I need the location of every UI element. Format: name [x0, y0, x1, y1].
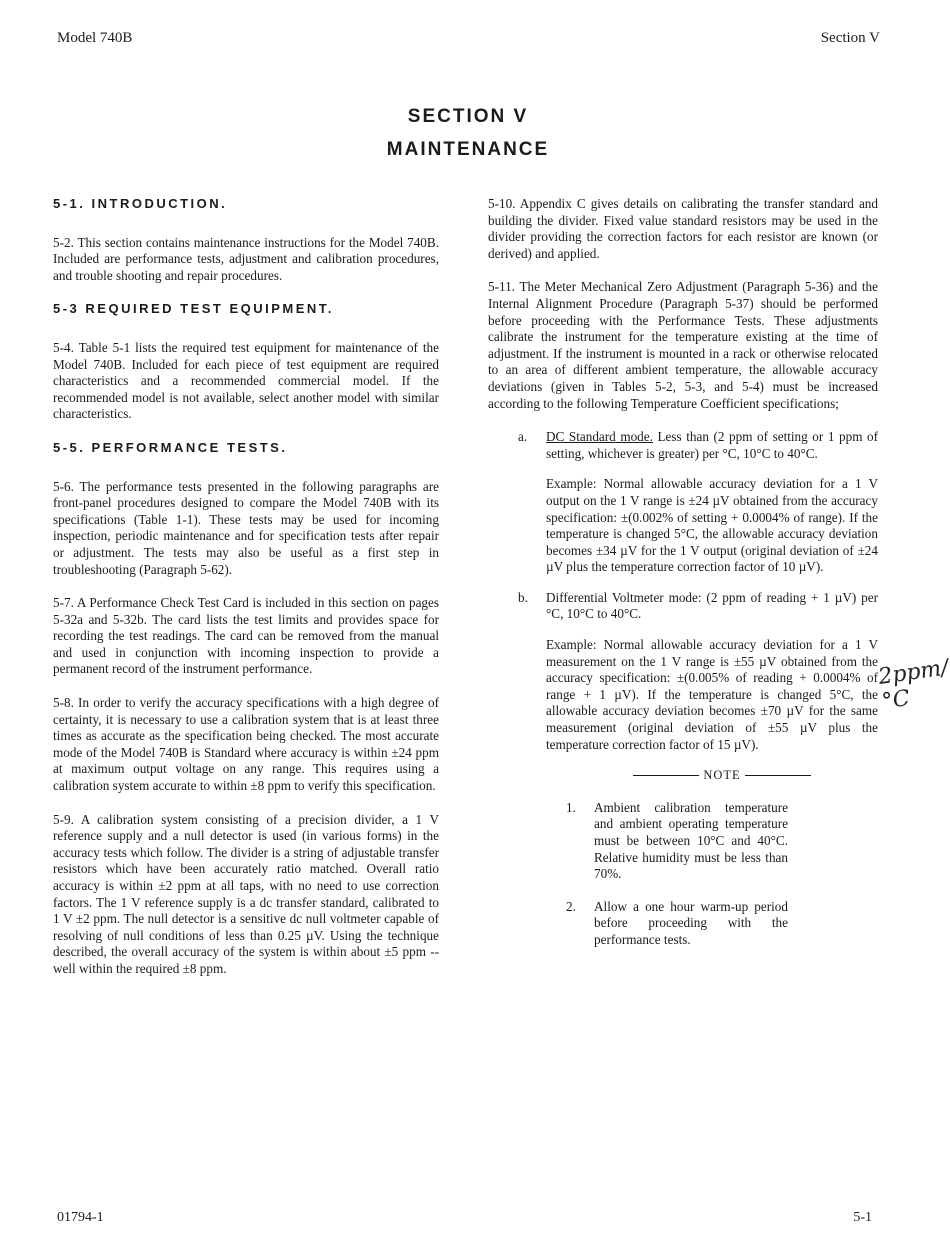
- heading-performance-tests: 5-5. PERFORMANCE TESTS.: [53, 439, 288, 455]
- paragraph-5-2: 5-2. This section contains maintenance instructions for the Model 740B. Included are performance tests, adjustment and calibration procedures, and trouble shooting and repair procedures.: [53, 234, 439, 283]
- paragraph-5-11: 5-11. The Meter Mechanical Zero Adjustment (Paragraph 5-36) and the Internal Alignment Procedure (Paragraph 5-37) should be performed before proceeding with the Performance Tests. These adjustments calibrate the instrument for the temperature existing at the time of adjustment. If the instrument is mounted in a rack or otherwise relocated to an area of different ambient temperature, the allowable accuracy deviations (given in Tables 5-2, 5-3, and 5-4) must be increased according to the following Temperature Coefficient specifications;: [488, 279, 878, 411]
- header-section: Section V: [820, 30, 880, 46]
- paragraph-5-4: 5-4. Table 5-1 lists the required test equipment for maintenance of the Model 740B. Included for each piece of test equipment are required characteristics and a recommended commercial model. If the recommended model is not available, select another model with similar characteristics.: [53, 339, 439, 422]
- paragraph-5-10: 5-10. Appendix C gives details on calibrating the transfer standard and building the divider. Fixed value standard resistors may be used in the divider providing the correction factors for each resistor are known (or derived) and applied.: [488, 196, 878, 261]
- note-item: [566, 800, 788, 883]
- list-item: [518, 429, 878, 462]
- example-differential-voltmeter: Example: Normal allowable accuracy deviation for a 1 V measurement on the 1 V range is ±55 µV obtained from the accuracy specification: ±(0.005% of reading + 0.0004% of range + 1 µV). If the temperature is changed 5°C, the allowable accuracy deviation becomes ±70 µV for the same measurement (original deviation of ±55 µV plus the temperature correction factor of 15 µV).: [546, 637, 878, 752]
- section-subtitle: MAINTENANCE: [386, 139, 550, 160]
- left-column: [53, 196, 439, 995]
- example-dc-standard: Example: Normal allowable accuracy deviation for a 1 V output on the 1 V range is ±24 µV obtained from the accuracy specification: ±(0.002% of setting + 0.0004% of range). If the temperature is changed 5°C, the allowable accuracy deviation becomes ±34 µV for the 1 V output (original deviation of ±24 µV plus the temperature correction factor of 10 µV).: [546, 476, 878, 575]
- paragraph-5-6: 5-6. The performance tests presented in the following paragraphs are front-panel procedures designed to compare the Model 740B with its specifications (Table 1-1). These tests may be used for incoming inspection, periodic maintenance and for specification tests after repair or adjustment. The tests may also be useful as a first step in troubleshooting (Paragraph 5-62).: [53, 478, 439, 577]
- heading-required-test-equipment: 5-3 REQUIRED TEST EQUIPMENT.: [53, 301, 334, 317]
- tc-spec-list: [518, 429, 878, 753]
- note-item: [566, 899, 788, 949]
- note-title: NOTE: [703, 768, 741, 783]
- note-rule-right: [745, 775, 811, 776]
- paragraph-5-8: 5-8. In order to verify the accuracy specifications with a high degree of certainty, it is necessary to use a calibration system that is at least three times as accurate as the specification being checked. The most accurate mode of the Model 740B is Standard where accuracy is within ±24 ppm at maximum output voltage on any range. This requires using a calibration system accurate to within ±8 ppm to verify this specification.: [53, 695, 439, 794]
- paragraph-5-7: 5-7. A Performance Check Test Card is included in this section on pages 5-32a and 5-32b. The card lists the test limits and provides space for recording the test readings. The card can be removed from the manual and used in conjunction with incoming inspection to provide a permanent record of the instrument performance.: [53, 595, 439, 677]
- note-label: 1.: [566, 799, 576, 815]
- item-label: a.: [518, 429, 528, 445]
- note-rule-left: [633, 775, 699, 776]
- header-model: Model 740B: [57, 30, 133, 46]
- section-title: SECTION V: [407, 106, 529, 127]
- list-item: [518, 590, 878, 623]
- heading-introduction: 5-1. INTRODUCTION.: [53, 196, 228, 211]
- footer-document-number: 01794-1: [57, 1210, 104, 1225]
- item-text: Differential Voltmeter mode: (2 ppm of reading + 1 µV) per °C, 10°C to 40°C.: [546, 589, 878, 622]
- note-label: 2.: [566, 898, 576, 914]
- handwritten-annotation: 2ppm/°C: [876, 655, 950, 715]
- note-divider: [566, 767, 878, 784]
- item-label: b.: [518, 589, 528, 605]
- paragraph-5-9: 5-9. A calibration system consisting of a precision divider, a 1 V reference supply and a null detector is used (in various forms) in the accuracy tests which follow. The divider is a string of adjustable transfer resistors which have been accurately ratio matched. Overall ratio accuracy is within ±2 ppm at all taps, with no need to use correction factors. The 1 V reference supply is a dc transfer standard, calibrated to 1 V ±2 ppm. The null detector is a sensitive dc null voltmeter capable of resolving of null conditions of less than 0.25 µV. Using the technique described, the overall accuracy of the system is within about ±5 ppm -- well within the required ±8 ppm.: [53, 811, 439, 976]
- item-text: [546, 429, 878, 462]
- note-text: Allow a one hour warm-up period before proceeding with the performance tests.: [594, 898, 788, 947]
- dc-standard-mode-label: DC Standard mode.: [546, 429, 653, 445]
- note-list: [566, 800, 788, 949]
- footer-page-number: 5-1: [853, 1210, 872, 1225]
- note-text: Ambient calibration temperature and ambient operating temperature must be between 10°C and 40°C. Relative humidity must be less than 70%.: [594, 799, 788, 882]
- right-column: [488, 196, 878, 965]
- dc-standard-mode-text: Less than (2 ppm of setting or 1 ppm of setting, whichever is greater) per °C, 10°C to 40°C.: [546, 429, 879, 461]
